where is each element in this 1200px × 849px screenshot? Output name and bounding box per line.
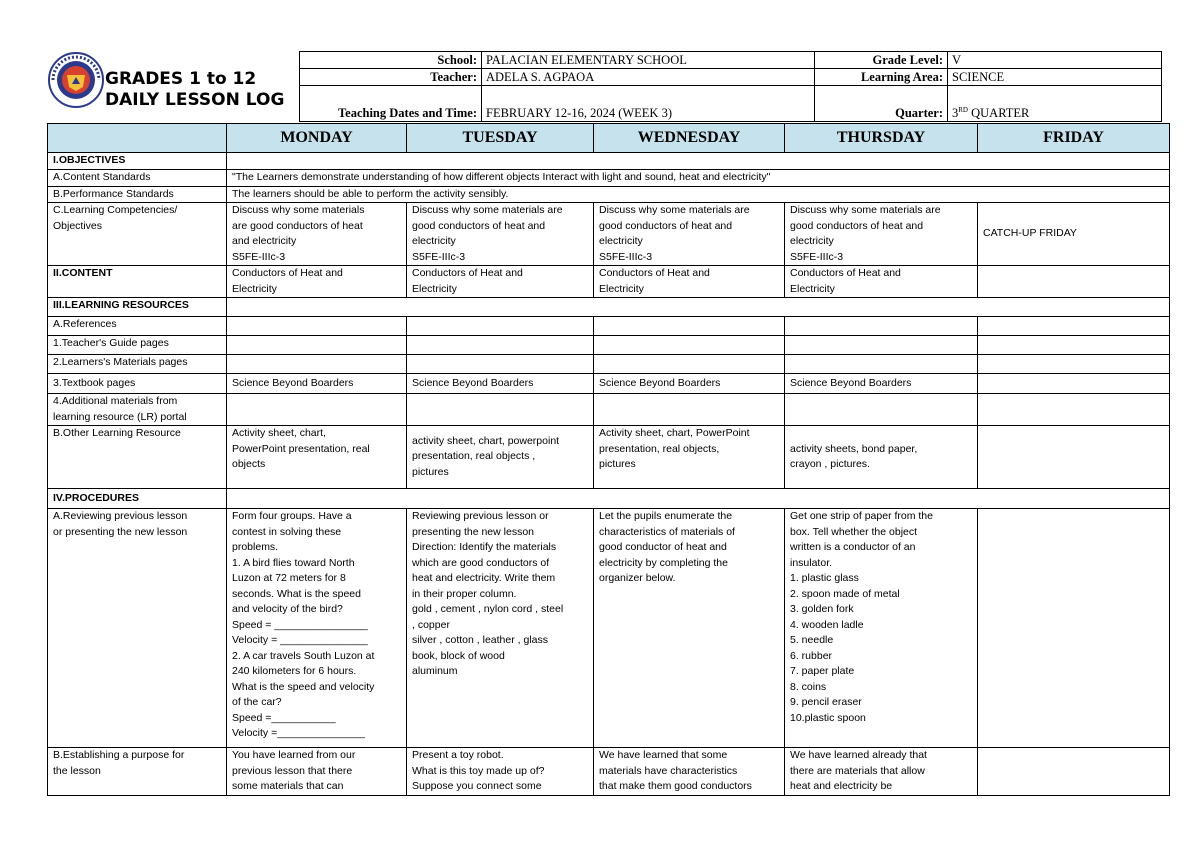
table-row xyxy=(48,355,1170,374)
purpose-thu: We have learned already that there are materials that allow heat and electricity be xyxy=(785,748,978,796)
textbook-thu: Science Beyond Boarders xyxy=(785,374,978,394)
reviewing-label: A.Reviewing previous lesson or presenting the new lesson xyxy=(48,509,227,748)
textbook-wed: Science Beyond Boarders xyxy=(594,374,785,394)
day-monday: MONDAY xyxy=(227,124,407,153)
other-resource-mon: Activity sheet, chart, PowerPoint presentation, real objects xyxy=(227,426,407,489)
purpose-mon: You have learned from our previous lesson that there some materials that can xyxy=(227,748,407,796)
other-resource-thu: activity sheets, bond paper, crayon , pictures. xyxy=(785,426,978,489)
dates-label: Teaching Dates and Time: xyxy=(300,86,482,122)
content-tue: Conductors of Heat and Electricity xyxy=(407,266,594,298)
content-standards-text: "The Learners demonstrate understanding of how different objects Interact with light and sound, heat and electricity" xyxy=(227,170,1170,187)
teacher-value: ADELA S. AGPAOA xyxy=(482,69,815,86)
deped-seal-icon xyxy=(47,51,105,109)
grade-label: Grade Level: xyxy=(815,52,948,69)
other-resource-wed: Activity sheet, chart, PowerPoint presentation, real objects, pictures xyxy=(594,426,785,489)
lesson-table xyxy=(47,123,1170,796)
table-row xyxy=(48,509,1170,748)
table-row xyxy=(48,153,1170,170)
day-header-row xyxy=(48,124,1170,153)
performance-standards-text: The learners should be able to perform the activity sensibly. xyxy=(227,186,1170,203)
content-thu: Conductors of Heat and Electricity xyxy=(785,266,978,298)
area-value: SCIENCE xyxy=(948,69,1162,86)
table-row xyxy=(48,266,1170,298)
competencies-mon: Discuss why some materials are good conductors of heat and electricity S5FE-IIIc-3 xyxy=(227,203,407,266)
log-title xyxy=(105,69,284,111)
content-mon: Conductors of Heat and Electricity xyxy=(227,266,407,298)
lm-pages-label: 2.Learners's Materials pages xyxy=(48,355,227,374)
day-tuesday: TUESDAY xyxy=(407,124,594,153)
competencies-tue: Discuss why some materials are good conductors of heat and electricity S5FE-IIIc-3 xyxy=(407,203,594,266)
tg-pages-label: 1.Teacher's Guide pages xyxy=(48,336,227,355)
header xyxy=(47,51,1169,123)
content-label: II.CONTENT xyxy=(48,266,227,298)
competencies-thu: Discuss why some materials are good conductors of heat and electricity S5FE-IIIc-3 xyxy=(785,203,978,266)
school-label: School: xyxy=(300,52,482,69)
table-row xyxy=(48,748,1170,796)
purpose-wed: We have learned that some materials have characteristics that make them good conductors xyxy=(594,748,785,796)
table-row xyxy=(48,298,1170,317)
quarter-value: 3RD QUARTER xyxy=(948,86,1162,122)
textbook-mon: Science Beyond Boarders xyxy=(227,374,407,394)
purpose-tue: Present a toy robot. What is this toy made up of? Suppose you connect some xyxy=(407,748,594,796)
performance-standards-label: B.Performance Standards xyxy=(48,186,227,203)
table-row xyxy=(48,374,1170,394)
section-objectives: I.OBJECTIVES xyxy=(48,153,227,170)
reviewing-wed: Let the pupils enumerate the characteristics of materials of good conductor of heat and electricity by completing the organizer below. xyxy=(594,509,785,748)
table-row xyxy=(48,317,1170,336)
table-row xyxy=(48,489,1170,509)
day-wednesday: WEDNESDAY xyxy=(594,124,785,153)
reviewing-thu: Get one strip of paper from the box. Tell whether the object written is a conductor of an insulator. 1. plastic glass 2. spoon made of metal 3. golden fork 4. wooden ladle 5. needle 6. rubber 7. paper plate 8. coins 9. pencil eraser 10.plastic spoon xyxy=(785,509,978,748)
info-table xyxy=(299,51,1162,122)
day-thursday: THURSDAY xyxy=(785,124,978,153)
quarter-label: Quarter: xyxy=(815,86,948,122)
grade-value: V xyxy=(948,52,1162,69)
other-resource-tue: activity sheet, chart, powerpoint presentation, real objects , pictures xyxy=(407,426,594,489)
area-label: Learning Area: xyxy=(815,69,948,86)
competencies-label: C.Learning Competencies/ Objectives xyxy=(48,203,227,266)
textbook-tue: Science Beyond Boarders xyxy=(407,374,594,394)
additional-label: 4.Additional materials from learning resource (LR) portal xyxy=(48,394,227,426)
references-label: A.References xyxy=(48,317,227,336)
reviewing-tue: Reviewing previous lesson or presenting the new lesson Direction: Identify the materials which are good conductors of heat and electricity. Write them in their proper column. gold , cement , nylon cord , steel , copper silver , cotton , leather , glass book, block of wood aluminum xyxy=(407,509,594,748)
table-row xyxy=(48,394,1170,426)
competencies-fri: CATCH-UP FRIDAY xyxy=(978,203,1170,266)
section-procedures: IV.PROCEDURES xyxy=(48,489,227,509)
table-row xyxy=(48,426,1170,489)
purpose-label: B.Establishing a purpose for the lesson xyxy=(48,748,227,796)
school-value: PALACIAN ELEMENTARY SCHOOL xyxy=(482,52,815,69)
other-resource-label: B.Other Learning Resource xyxy=(48,426,227,489)
title-line-1: GRADES 1 to 12 xyxy=(105,69,257,89)
content-standards-label: A.Content Standards xyxy=(48,170,227,187)
title-line-2: DAILY LESSON LOG xyxy=(105,90,285,110)
table-row xyxy=(48,203,1170,266)
content-wed: Conductors of Heat and Electricity xyxy=(594,266,785,298)
table-row xyxy=(48,170,1170,187)
section-resources: III.LEARNING RESOURCES xyxy=(48,298,227,317)
textbook-label: 3.Textbook pages xyxy=(48,374,227,394)
reviewing-mon: Form four groups. Have a contest in solving these problems. 1. A bird flies toward North Luzon at 72 meters for 8 seconds. What is the speed and velocity of the bird? Speed = ________________ Velocity = _______________ 2. A car travels South Luzon at 240 kilometers for 6 hours. What is the speed and velocity of the car? Speed =___________ Velocity =_______________ xyxy=(227,509,407,748)
lesson-log-sheet xyxy=(47,51,1169,792)
competencies-wed: Discuss why some materials are good conductors of heat and electricity S5FE-IIIc-3 xyxy=(594,203,785,266)
teacher-label: Teacher: xyxy=(300,69,482,86)
dates-value: FEBRUARY 12-16, 2024 (WEEK 3) xyxy=(482,86,815,122)
table-row xyxy=(48,186,1170,203)
day-friday: FRIDAY xyxy=(978,124,1170,153)
table-row xyxy=(48,336,1170,355)
